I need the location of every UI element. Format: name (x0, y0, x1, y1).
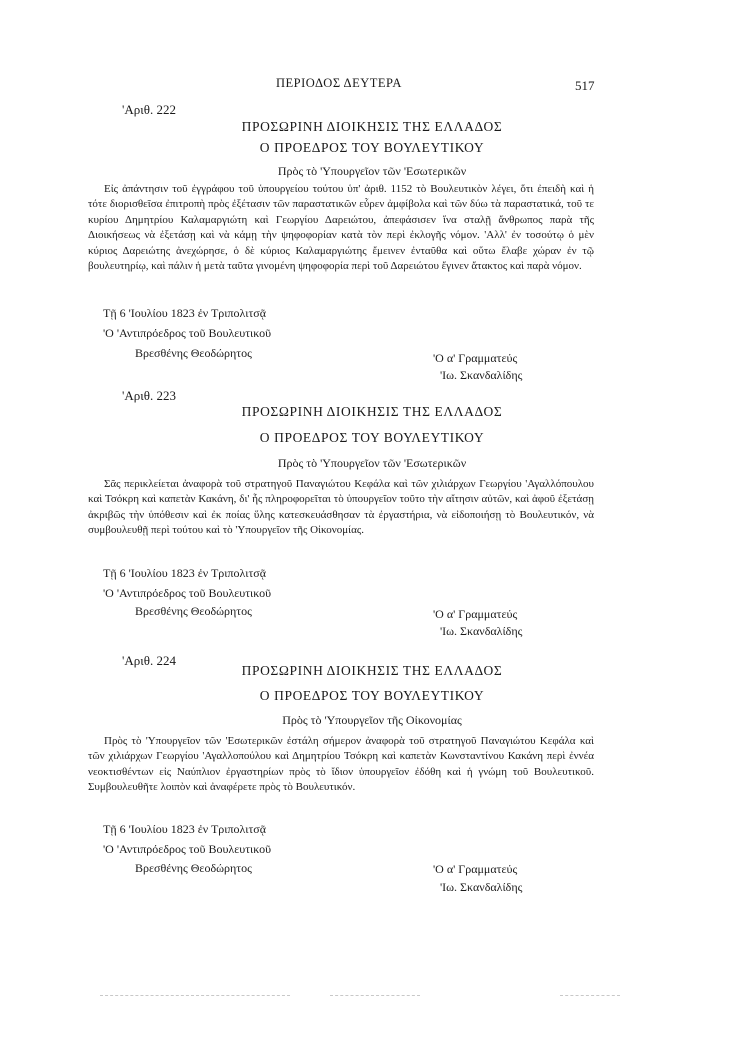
vice-president-title: 'Ο 'Αντιπρόεδρος τοῦ Βουλευτικοῦ (103, 326, 272, 340)
running-head: ΠΕΡΙΟΔΟΣ ΔΕΥΤΕΡΑ (276, 76, 402, 90)
document-number: 'Αριθ. 222 (122, 102, 176, 117)
document-heading-government: ΠΡΟΣΩΡΙΝΗ ΔΙΟΙΚΗΣΙΣ ΤΗΣ ΕΛΛΑΔΟΣ (241, 404, 503, 419)
document-number: 'Αριθ. 223 (122, 388, 176, 403)
secretary-name: 'Ιω. Σκανδαλίδης (440, 624, 523, 638)
document-date: Τῇ 6 'Ιουλίου 1823 ἐν Τριπολιτσᾷ (103, 306, 267, 320)
secretary-title: 'Ο α' Γραμματεύς (433, 862, 518, 876)
secretary-name: 'Ιω. Σκανδαλίδης (440, 880, 523, 894)
vice-president-title: 'Ο 'Αντιπρόεδρος τοῦ Βουλευτικοῦ (103, 842, 272, 856)
page-number: 517 (575, 78, 595, 93)
document-heading-president: Ο ΠΡΟΕΔΡΟΣ ΤΟΥ ΒΟΥΛΕΥΤΙΚΟΥ (259, 688, 485, 703)
document-body (88, 477, 594, 539)
document-heading-president: Ο ΠΡΟΕΔΡΟΣ ΤΟΥ ΒΟΥΛΕΥΤΙΚΟΥ (259, 140, 485, 155)
vice-president-name: Βρεσθένης Θεοδώρητος (135, 861, 252, 875)
document-body-text: Σᾶς περικλείεται ἀναφορὰ τοῦ στρατηγοῦ Παναγιώτου Κεφάλα καὶ τῶν χιλιάρχων Γεωργίου 'Αγαλλόπουλου καὶ Τσόκρη καὶ καπετὰν Κακάνη, δι' ἧς πληροφορεῖται τὸ ὑπουργεῖον τοῦτο τὴν αἴτησιν αὐτῶν, καὶ ἀφοῦ ἐξετάσῃ ἀκριβῶς τὴν ὑπόθεσιν καὶ ἐκ ποίας ὕλης κατεσκευάσθησαν τὰ ἐργαστήρια, νὰ εἰδοποιήσῃ τὸ Βουλευτικόν, νὰ συμβουλευθῇ περὶ τούτου καὶ τὸ 'Υπουργεῖον τῆς Οἰκονομίας. (88, 478, 594, 537)
secretary-title: 'Ο α' Γραμματεύς (433, 607, 518, 621)
document-recipient: Πρὸς τὸ 'Υπουργεῖον τῶν 'Εσωτερικῶν (277, 164, 467, 178)
scan-artifact-line (100, 995, 290, 996)
document-body (88, 182, 594, 274)
document-body (88, 734, 594, 796)
secretary-name: 'Ιω. Σκανδαλίδης (440, 368, 523, 382)
document-number: 'Αριθ. 224 (122, 653, 176, 668)
document-body-text: Πρὸς τὸ 'Υπουργεῖον τῶν 'Εσωτερικῶν ἐστάλη σήμερον ἀναφορὰ τοῦ στρατηγοῦ Παναγιώτου Κεφάλα καὶ τῶν χιλιάρχων Γεωργίου 'Αγαλλοπούλου καὶ Δημητρίου Τσόκρη καὶ καπετὰν Κωνσταντίνου Κακάνη περὶ ἐννέα νεοκτισθέντων εἰς Ναύπλιον ἐργαστηρίων πρὸς τὸ ἴδιον ὑπουργεῖον ἐδόθη καὶ ἡ γνώμη τοῦ Βουλευτικοῦ. Συμβουλευθῆτε λοιπὸν καὶ ἀναφέρετε πρὸς τὸ Βουλευτικόν. (88, 735, 594, 794)
scan-artifact-line (560, 995, 620, 996)
vice-president-name: Βρεσθένης Θεοδώρητος (135, 604, 252, 618)
document-heading-government: ΠΡΟΣΩΡΙΝΗ ΔΙΟΙΚΗΣΙΣ ΤΗΣ ΕΛΛΑΔΟΣ (241, 663, 503, 678)
document-heading-president: Ο ΠΡΟΕΔΡΟΣ ΤΟΥ ΒΟΥΛΕΥΤΙΚΟΥ (259, 430, 485, 445)
document-heading-government: ΠΡΟΣΩΡΙΝΗ ΔΙΟΙΚΗΣΙΣ ΤΗΣ ΕΛΛΑΔΟΣ (241, 119, 503, 134)
document-date: Τῇ 6 'Ιουλίου 1823 ἐν Τριπολιτσᾷ (103, 822, 267, 836)
document-recipient: Πρὸς τὸ 'Υπουργεῖον τῶν 'Εσωτερικῶν (277, 456, 467, 470)
document-body-text: Εἰς ἀπάντησιν τοῦ ἐγγράφου τοῦ ὑπουργείου τούτου ὑπ' ἀριθ. 1152 τὸ Βουλευτικὸν λέγει, ὅτι ἐπειδὴ καὶ ἡ τότε διορισθεῖσα ἐπιτροπὴ πρὸς ἐξέτασιν τῶν παραστατικῶν εὗρεν ἀμφίβολα καὶ τῶν δύω τὰ παραστατικά, τοῦ τε κυρίου Δημητρίου Καλαμαργιώτη καὶ Γεωργίου Δαρειώτου, ἀπεφάσισεν ἵνα σταλῇ ἄνθρωπος παρὰ τῆς Διοικήσεως νὰ ἐξετάσῃ καὶ νὰ κάμῃ τὴν ψηφοφορίαν κατὰ τὸν περὶ ἐκλογῆς νόμον. 'Αλλ' ἐν τοσούτῳ ὁ μὲν κύριος Δαρειώτης ἀνεχώρησε, ὁ δὲ κύριος Καλαμαργιώτης ἔμεινεν ἐνταῦθα καὶ οὕτω ἔλαβε χώραν ἐν τῷ βουλευτηρίῳ, καὶ πάλιν ἡ μετὰ ταῦτα γινομένη ψηφοφορία περὶ τοῦ Δαρειώτου ἔγινεν ἄτακτος καὶ παρὰ νόμον. (88, 183, 594, 273)
document-date: Τῇ 6 'Ιουλίου 1823 ἐν Τριπολιτσᾷ (103, 566, 267, 580)
secretary-title: 'Ο α' Γραμματεύς (433, 351, 518, 365)
document-recipient: Πρὸς τὸ 'Υπουργεῖον τῆς Οἰκονομίας (282, 713, 462, 727)
scan-artifact-line (330, 995, 420, 996)
vice-president-title: 'Ο 'Αντιπρόεδρος τοῦ Βουλευτικοῦ (103, 586, 272, 600)
vice-president-name: Βρεσθένης Θεοδώρητος (135, 346, 252, 360)
